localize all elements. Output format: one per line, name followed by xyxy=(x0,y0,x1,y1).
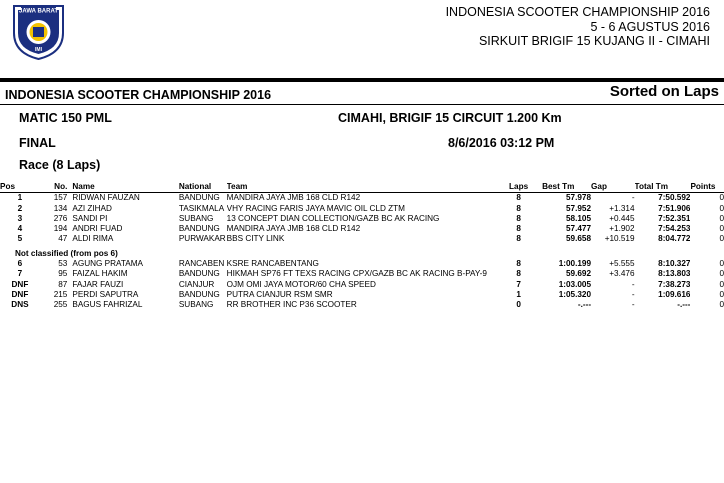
cell-gap: - xyxy=(631,300,635,310)
cell-team: MANDIRA JAYA JMB 168 CLD R142 xyxy=(226,224,361,234)
header-line-1: INDONESIA SCOOTER CHAMPIONSHIP 2016 xyxy=(445,5,710,19)
event-header xyxy=(446,5,710,49)
top-rule xyxy=(0,78,724,82)
cell-number: 276 xyxy=(53,213,68,223)
col-team: Team xyxy=(227,182,495,193)
cell-total-time: 7:54.253 xyxy=(658,224,691,234)
cell-total-time: 7:38.273 xyxy=(658,279,691,289)
header-line-3: SIRKUIT BRIGIF 15 KUJANG II - CIMAHI xyxy=(478,34,710,48)
cell-points: 0 xyxy=(719,300,724,310)
cell-name: FAJAR FAUZI xyxy=(72,279,124,289)
cell-team: OJM OMI JAYA MOTOR/60 CHA SPEED xyxy=(226,279,376,289)
cell-team: HIKMAH SP76 FT TEXS RACING CPX/GAZB BC AK RACING B-PAY-9 xyxy=(226,269,487,279)
cell-national: SUBANG xyxy=(178,300,214,310)
cell-number: 215 xyxy=(53,289,68,299)
col-no: No. xyxy=(40,182,72,193)
cell-best-time: 57.477 xyxy=(566,224,592,234)
cell-best-time: 58.105 xyxy=(566,213,592,223)
cell-gap: +5.555 xyxy=(609,259,635,269)
cell-number: 95 xyxy=(58,269,68,279)
imi-jawa-barat-logo xyxy=(11,3,66,60)
cell-team: BBS CITY LINK xyxy=(226,234,285,244)
cell-pos: 2 xyxy=(17,203,23,213)
cell-points: 0 xyxy=(719,269,724,279)
class-title: MATIC 150 PML xyxy=(19,111,112,125)
cell-laps: 8 xyxy=(516,234,521,244)
cell-national: CIANJUR xyxy=(178,279,215,289)
table-row xyxy=(0,214,724,224)
cell-name: PERDI SAPUTRA xyxy=(72,289,139,299)
table-row xyxy=(0,259,724,269)
results-table xyxy=(0,182,724,311)
cell-name: RIDWAN FAUZAN xyxy=(72,193,140,203)
cell-team: KSRE RANCABENTANG xyxy=(226,259,319,269)
cell-total-time: 7:52.351 xyxy=(658,213,691,223)
table-row xyxy=(0,290,724,300)
logo-text-top: JAWA BARAT xyxy=(19,8,58,15)
bar-rule xyxy=(0,104,724,105)
cell-gap: +3.476 xyxy=(609,269,635,279)
cell-best-time: 59.658 xyxy=(566,234,592,244)
cell-national: BANDUNG xyxy=(178,224,220,234)
col-laps: Laps xyxy=(495,182,542,193)
cell-total-time: 8:10.327 xyxy=(658,259,691,269)
cell-name: AGUNG PRATAMA xyxy=(72,259,144,269)
cell-gap: - xyxy=(631,289,635,299)
cell-pos: 4 xyxy=(17,224,23,234)
table-row xyxy=(0,234,724,244)
cell-points: 0 xyxy=(719,224,724,234)
cell-total-time: 1:09.616 xyxy=(658,289,691,299)
not-classified-label: Not classified (from pos 6) xyxy=(15,248,118,258)
table-row xyxy=(0,300,724,310)
cell-best-time: 1:05.320 xyxy=(558,289,592,299)
cell-pos: 7 xyxy=(17,269,23,279)
cell-team: MANDIRA JAYA JMB 168 CLD R142 xyxy=(226,193,361,203)
cell-pos: 1 xyxy=(17,193,23,203)
cell-national: TASIKMALA xyxy=(178,203,225,213)
cell-laps: 8 xyxy=(516,213,521,223)
cell-national: BANDUNG xyxy=(178,269,220,279)
cell-number: 87 xyxy=(58,279,68,289)
cell-points: 0 xyxy=(719,193,724,203)
cell-points: 0 xyxy=(719,259,724,269)
not-classified-row xyxy=(0,245,724,259)
cell-national: BANDUNG xyxy=(178,289,220,299)
col-pos: Pos xyxy=(0,182,40,193)
cell-points: 0 xyxy=(719,213,724,223)
cell-team: PUTRA CIANJUR RSM SMR xyxy=(226,289,333,299)
table-row xyxy=(0,269,724,279)
cell-gap: - xyxy=(631,279,635,289)
cell-name: AZI ZIHAD xyxy=(72,203,112,213)
cell-pos: DNF xyxy=(11,289,29,299)
cell-pos: 3 xyxy=(17,213,23,223)
cell-gap: +0.445 xyxy=(609,213,635,223)
cell-total-time: -.--- xyxy=(677,300,691,310)
session-title: FINAL xyxy=(19,136,56,150)
cell-laps: 8 xyxy=(516,224,521,234)
cell-laps: 7 xyxy=(516,279,521,289)
cell-name: SANDI PI xyxy=(72,213,108,223)
cell-national: BANDUNG xyxy=(178,193,220,203)
logo-text-bottom: IMI xyxy=(35,47,42,53)
cell-pos: 6 xyxy=(17,259,23,269)
cell-team: 13 CONCEPT DIAN COLLECTION/GAZB BC AK RACING xyxy=(226,213,440,223)
cell-number: 47 xyxy=(58,234,68,244)
table-row xyxy=(0,193,724,204)
col-gap: Gap xyxy=(591,182,635,193)
cell-laps: 8 xyxy=(516,193,521,203)
sort-label: Sorted on Laps xyxy=(609,83,719,100)
cell-pos: 5 xyxy=(17,234,23,244)
table-header-row xyxy=(0,182,724,193)
cell-best-time: 59.692 xyxy=(566,269,592,279)
col-best: Best Tm xyxy=(542,182,591,193)
header-line-2: 5 - 6 AGUSTUS 2016 xyxy=(590,19,710,34)
cell-number: 157 xyxy=(53,193,68,203)
cell-gap: +10.519 xyxy=(604,234,635,244)
cell-name: FAIZAL HAKIM xyxy=(72,269,128,279)
cell-points: 0 xyxy=(719,234,724,244)
cell-national: RANCABEN xyxy=(178,259,225,269)
cell-best-time: 57.978 xyxy=(566,193,592,203)
cell-number: 194 xyxy=(53,224,68,234)
cell-laps: 8 xyxy=(516,203,521,213)
cell-laps: 0 xyxy=(516,300,521,310)
cell-number: 134 xyxy=(53,203,68,213)
cell-gap: +1.314 xyxy=(609,203,635,213)
cell-name: BAGUS FAHRIZAL xyxy=(72,300,143,310)
col-points: Points xyxy=(690,182,724,193)
cell-total-time: 7:50.592 xyxy=(658,193,691,203)
cell-team: VHY RACING FARIS JAYA MAVIC OIL CLD ZTM xyxy=(226,203,405,213)
cell-points: 0 xyxy=(719,279,724,289)
cell-number: 53 xyxy=(58,259,68,269)
cell-best-time: 57.952 xyxy=(566,203,592,213)
cell-best-time: 1:03.005 xyxy=(558,279,592,289)
championship-title: INDONESIA SCOOTER CHAMPIONSHIP 2016 xyxy=(5,88,272,102)
cell-pos: DNS xyxy=(11,300,29,310)
cell-points: 0 xyxy=(719,203,724,213)
cell-national: PURWAKAR xyxy=(178,234,226,244)
cell-laps: 8 xyxy=(516,269,521,279)
race-title: Race (8 Laps) xyxy=(19,158,101,172)
cell-points: 0 xyxy=(719,289,724,299)
col-national: National xyxy=(179,182,227,193)
cell-name: ANDRI FUAD xyxy=(72,224,123,234)
cell-laps: 1 xyxy=(516,289,521,299)
cell-laps: 8 xyxy=(516,259,521,269)
cell-national: SUBANG xyxy=(178,213,214,223)
col-total: Total Tm xyxy=(635,182,691,193)
cell-team: RR BROTHER INC P36 SCOOTER xyxy=(226,300,357,310)
cell-total-time: 8:04.772 xyxy=(658,234,691,244)
col-name: Name xyxy=(72,182,178,193)
cell-pos: DNF xyxy=(11,279,29,289)
cell-name: ALDI RIMA xyxy=(72,234,114,244)
table-row xyxy=(0,204,724,214)
table-row xyxy=(0,280,724,290)
session-datetime: 8/6/2016 03:12 PM xyxy=(448,136,555,150)
cell-best-time: -.--- xyxy=(577,300,592,310)
table-row xyxy=(0,224,724,234)
cell-total-time: 7:51.906 xyxy=(658,203,691,213)
circuit-title: CIMAHI, BRIGIF 15 CIRCUIT 1.200 Km xyxy=(338,111,562,125)
cell-number: 255 xyxy=(53,300,68,310)
cell-gap: +1.902 xyxy=(609,224,635,234)
cell-best-time: 1:00.199 xyxy=(558,259,592,269)
cell-gap: - xyxy=(631,193,635,203)
cell-total-time: 8:13.803 xyxy=(658,269,691,279)
